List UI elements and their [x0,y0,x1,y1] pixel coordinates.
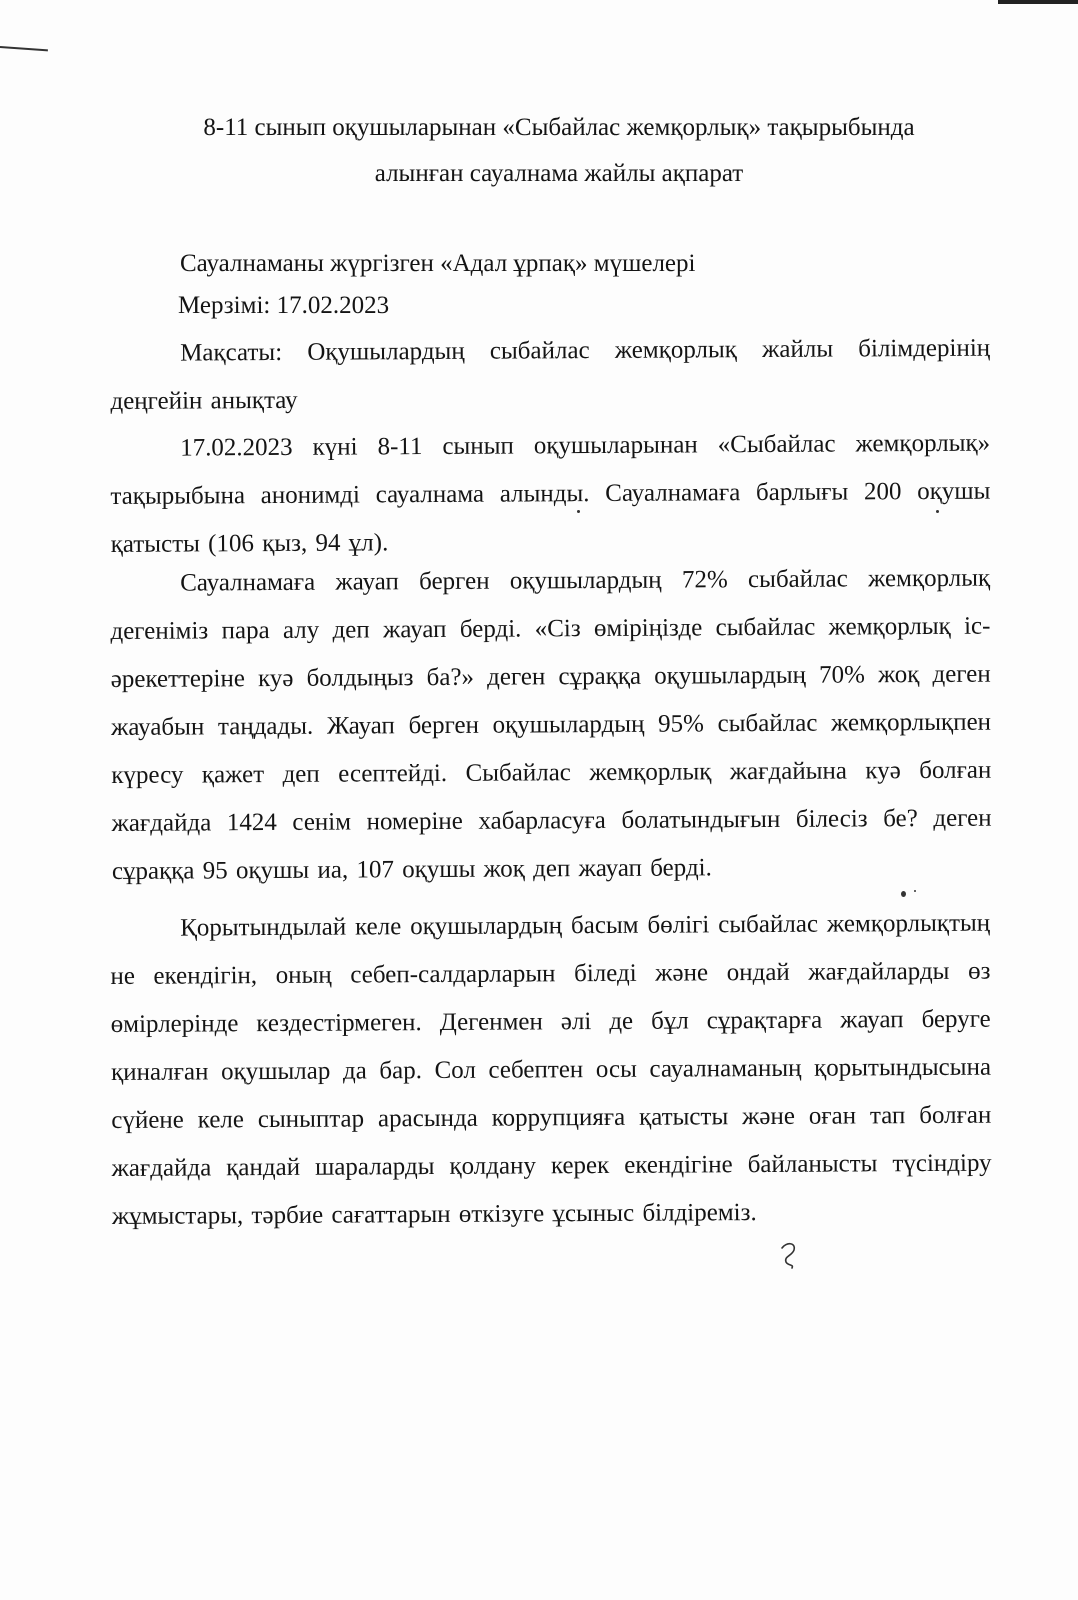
document-title-line-2: алынған сауалнама жайлы ақпарат [374,160,744,187]
conclusion-paragraph: Қорытындылай келе оқушылардың басым бөлігі сыбайлас жемқорлықтың не екендігін, оның себеп-салдарларын біледі және ондай жағдайларды өз өмірлерінде кездестірмеген. Дегенмен әлі де бұл сұрақтарға жауап беруге қиналған оқушылар да бар. Сол себептен осы сауалнаманың қорытындысына сүйене келе сыныптар арасында коррупцияға қатысты және оған тап болған жағдайда қандай шараларды қолдану керек екендігіне байланысты түсіндіру жұмыстары, тәрбие сағаттарын өткізуге ұсыныс білдіреміз. [110,909,992,1230]
document-title-line-1: 8-11 сынып оқушыларынан «Сыбайлас жемқорлық» тақырыбында [203,114,915,141]
scan-artifact-line [0,46,48,51]
handwritten-mark [776,1238,802,1272]
conducted-by-line: Сауалнаманы жүргізген «Адал ұрпақ» мүшелері [180,250,696,277]
purpose-paragraph: Мақсаты: Оқушылардың сыбайлас жемқорлық жайлы білімдерінің деңгейін анықтау [110,334,991,415]
scan-artifact-edge [998,0,1078,4]
results-paragraph: Сауалнамаға жауап берген оқушылардың 72% сыбайлас жемқорлық дегеніміз пара алу деп жауап берді. «Сіз өміріңізде сыбайлас жемқорлық іс-әрекеттеріне куә болдыңыз ба?» деген сұраққа оқушылардың 70% жоқ деген жауабын таңдады. Жауап берген оқушылардың 95% сыбайлас жемқорлықпен күресу қажет деп есептейді. Сыбайлас жемқорлық жағдайына куә болған жағдайда 1424 сенім номеріне хабарласуға болатындығын білесіз бе? деген сұраққа 95 оқушы иа, 107 оқушы жоқ деп жауап берді. [110,564,992,885]
scan-speck [901,891,906,897]
survey-paragraph: 17.02.2023 күні 8-11 сынып оқушыларынан «Сыбайлас жемқорлық» тақырыбына анонимді сауалнама алынды. Сауалнамаға барлығы 200 оқушы қатысты (106 қыз, 94 ұл). [110,429,991,558]
date-line: Мерзімі: 17.02.2023 [178,292,390,319]
